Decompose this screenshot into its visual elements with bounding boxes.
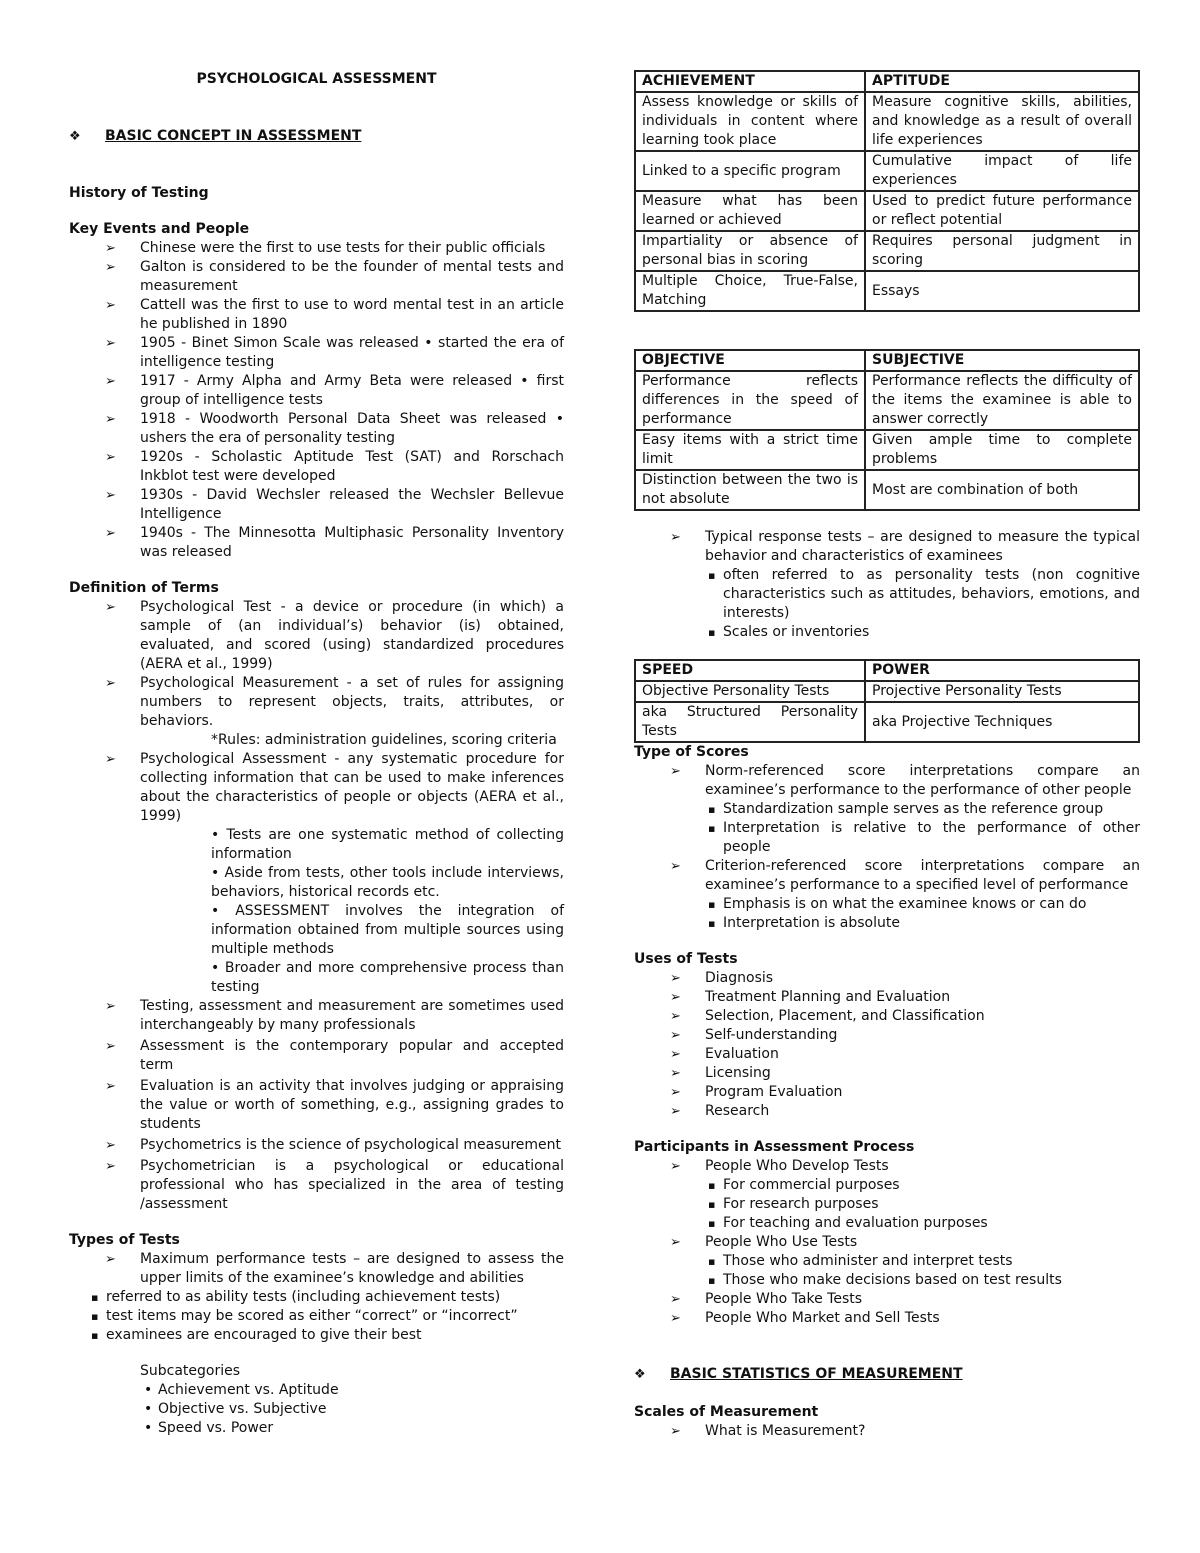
list-item: ▪ Standardization sample serves as the reference group — [708, 801, 1104, 817]
objective-subjective-table — [634, 349, 1140, 511]
arrow-bullet-icon: ➢ — [670, 1235, 681, 1250]
list-item: ➢ People Who Take Tests — [670, 1291, 863, 1307]
table-row: Linked to a specific program Cumulative impact of life experiences — [635, 151, 1139, 191]
list-item: ➢ Psychological Measurement - a set of rules for assigning numbers to represent objects, traits, attributes, or behaviors. — [105, 675, 564, 729]
list-item: ➢ Research — [670, 1103, 770, 1119]
rules-note: *Rules: administration guidelines, scoring criteria — [211, 732, 557, 748]
achievement-aptitude-table — [634, 70, 1140, 312]
arrow-bullet-icon: ➢ — [670, 1311, 681, 1326]
list-item: • Speed vs. Power — [144, 1420, 274, 1436]
list-item: ➢ Selection, Placement, and Classification — [670, 1008, 985, 1024]
square-bullet-icon: ▪ — [708, 898, 716, 911]
arrow-bullet-icon: ➢ — [670, 1009, 681, 1024]
list-item: ▪ For research purposes — [708, 1196, 879, 1212]
square-bullet-icon: ▪ — [708, 1179, 716, 1192]
list-item: ▪ Interpretation is absolute — [708, 915, 900, 931]
arrow-bullet-icon: ➢ — [105, 1159, 116, 1174]
key-events-list — [69, 239, 564, 562]
list-item: • Broader and more comprehensive process than testing — [211, 960, 564, 995]
list-item: ➢ Maximum performance tests – are designed to assess the upper limits of the examinee’s knowledge and abilities ▪ referred to as ability tests (including achievement tests) ▪ test items may be scored as either “correct” or “incorrect” ▪ examinees are encouraged to give their best — [69, 1250, 564, 1345]
list-item: ▪ Those who make decisions based on test results — [708, 1272, 1062, 1288]
square-bullet-icon: ▪ — [708, 917, 716, 930]
arrow-bullet-icon: ➢ — [105, 1079, 116, 1094]
diamond-bullet-icon: ❖ — [634, 1367, 646, 1382]
table-header-row: ACHIEVEMENT APTITUDE — [635, 71, 1139, 92]
arrow-bullet-icon: ➢ — [105, 488, 116, 503]
list-item: ➢ 1918 - Woodworth Personal Data Sheet was released • ushers the era of personality testing — [105, 411, 564, 446]
section-heading-basic-statistics: ❖ BASIC STATISTICS OF MEASUREMENT — [634, 1366, 963, 1382]
left-column — [69, 70, 564, 1438]
key-events-heading: Key Events and People — [69, 221, 250, 237]
right-column — [634, 70, 1140, 1441]
arrow-bullet-icon: ➢ — [105, 298, 116, 313]
arrow-bullet-icon: ➢ — [105, 260, 116, 275]
definitions-list — [69, 598, 564, 731]
list-item: ▪ test items may be scored as either “correct” or “incorrect” — [91, 1308, 518, 1324]
square-bullet-icon: ▪ — [91, 1291, 99, 1304]
arrow-bullet-icon: ➢ — [105, 752, 116, 767]
arrow-bullet-icon: ➢ — [105, 1252, 116, 1267]
list-item: • Achievement vs. Aptitude — [144, 1382, 339, 1398]
list-item: ▪ referred to as ability tests (including achievement tests) — [91, 1289, 501, 1305]
list-item: • Tests are one systematic method of collecting information — [211, 827, 564, 862]
arrow-bullet-icon: ➢ — [105, 450, 116, 465]
types-heading: Types of Tests — [69, 1232, 180, 1248]
list-item: ➢ Typical response tests – are designed to measure the typical behavior and characteristics of examinees ▪ often referred to as personality tests (non cognitive characteristics such as attitudes, behaviors, emotions, and interests) ▪ Scales or inventories — [670, 529, 1140, 640]
scores-heading: Type of Scores — [634, 744, 749, 760]
list-item: • Aside from tests, other tools include interviews, behaviors, historical records etc. — [211, 865, 564, 900]
list-item: ➢ People Who Market and Sell Tests — [670, 1310, 940, 1326]
arrow-bullet-icon: ➢ — [105, 412, 116, 427]
section-heading-basic-concept: ❖ BASIC CONCEPT IN ASSESSMENT — [69, 128, 362, 144]
list-item: ➢ Self-understanding — [670, 1027, 838, 1043]
list-item: ➢ People Who Use Tests ▪ Those who administer and interpret tests ▪ Those who make decisions based on test results — [634, 1233, 1140, 1290]
list-item: ➢ 1940s - The Minnesotta Multiphasic Personality Inventory was released — [105, 525, 564, 560]
table-row: Distinction between the two is not absolute Most are combination of both — [635, 470, 1139, 510]
square-bullet-icon: ▪ — [91, 1310, 99, 1323]
table-row: Objective Personality Tests Projective Personality Tests — [635, 681, 1139, 702]
list-item: • ASSESSMENT involves the integration of information obtained from multiple sources using multiple methods — [211, 903, 564, 957]
table-header-row: SPEED POWER — [635, 660, 1139, 681]
list-item: ➢ Cattell was the first to use to word mental test in an article he published in 1890 — [105, 297, 564, 332]
square-bullet-icon: ▪ — [91, 1329, 99, 1342]
arrow-bullet-icon: ➢ — [670, 1085, 681, 1100]
list-item: ▪ Interpretation is relative to the performance of other people — [708, 820, 1140, 855]
table-row: Impartiality or absence of personal bias in scoring Requires personal judgment in scoring — [635, 231, 1139, 271]
subcategories-label: Subcategories — [140, 1363, 241, 1379]
arrow-bullet-icon: ➢ — [105, 1039, 116, 1054]
assessment-points — [69, 826, 564, 997]
scales-heading: Scales of Measurement — [634, 1404, 819, 1420]
list-item: ▪ For commercial purposes — [708, 1177, 900, 1193]
arrow-bullet-icon: ➢ — [670, 971, 681, 986]
square-bullet-icon: ▪ — [708, 1255, 716, 1268]
list-item: ➢ What is Measurement? — [670, 1423, 866, 1439]
definitions-heading: Definition of Terms — [69, 580, 219, 596]
list-item: ➢ 1920s - Scholastic Aptitude Test (SAT) and Rorschach Inkblot test were developed — [105, 449, 564, 484]
list-item: ➢ 1917 - Army Alpha and Army Beta were released • first group of intelligence tests — [105, 373, 564, 408]
table-header-row: OBJECTIVE SUBJECTIVE — [635, 350, 1139, 371]
arrow-bullet-icon: ➢ — [670, 1066, 681, 1081]
table-row: Measure what has been learned or achieved Used to predict future performance or reflect potential — [635, 191, 1139, 231]
arrow-bullet-icon: ➢ — [105, 676, 116, 691]
list-item: ▪ Emphasis is on what the examinee knows or can do — [708, 896, 1087, 912]
arrow-bullet-icon: ➢ — [105, 374, 116, 389]
arrow-bullet-icon: ➢ — [670, 1292, 681, 1307]
arrow-bullet-icon: ➢ — [670, 1104, 681, 1119]
list-item: ➢ Psychological Test - a device or procedure (in which) a sample of (an individual’s) behavior (is) obtained, evaluated, and scored (using) standardized procedures (AERA et al., 1999) — [105, 599, 564, 672]
arrow-bullet-icon: ➢ — [105, 999, 116, 1014]
arrow-bullet-icon: ➢ — [105, 526, 116, 541]
list-item: ➢ Program Evaluation — [670, 1084, 843, 1100]
uses-heading: Uses of Tests — [634, 951, 738, 967]
list-item: ➢ Licensing — [670, 1065, 771, 1081]
list-item: ▪ For teaching and evaluation purposes — [708, 1215, 988, 1231]
list-item: ➢ Criterion-referenced score interpretations compare an examinee’s performance to a specified level of performance ▪ Emphasis is on what the examinee knows or can do ▪ Interpretation is absolute — [670, 858, 1140, 931]
list-item: ➢ Testing, assessment and measurement are sometimes used interchangeably by many professionals — [105, 998, 564, 1033]
arrow-bullet-icon: ➢ — [670, 1028, 681, 1043]
list-item: ➢ Diagnosis — [670, 970, 774, 986]
table-row: aka Structured Personality Tests aka Projective Techniques — [635, 702, 1139, 742]
list-item: ▪ Scales or inventories — [708, 624, 870, 640]
square-bullet-icon: ▪ — [708, 569, 716, 582]
arrow-bullet-icon: ➢ — [670, 530, 681, 545]
table-row: Assess knowledge or skills of individuals in content where learning took place Measure cognitive skills, abilities, and knowledge as a result of overall life experiences — [635, 92, 1139, 151]
square-bullet-icon: ▪ — [708, 803, 716, 816]
list-item: ➢ Chinese were the first to use tests for their public officials — [105, 240, 546, 256]
list-item: ➢ People Who Develop Tests ▪ For commercial purposes ▪ For research purposes ▪ For teaching and evaluation purposes — [634, 1157, 1140, 1233]
typical-response-list — [634, 528, 1140, 642]
participants-list — [634, 1157, 1140, 1328]
arrow-bullet-icon: ➢ — [670, 764, 681, 779]
arrow-bullet-icon: ➢ — [105, 241, 116, 256]
list-item: ➢ Psychological Assessment - any systematic procedure for collecting information that can be used to make inferences about the characteristics of people or objects (AERA et al., 1999) — [105, 751, 564, 824]
square-bullet-icon: ▪ — [708, 1198, 716, 1211]
arrow-bullet-icon: ➢ — [670, 859, 681, 874]
participants-heading: Participants in Assessment Process — [634, 1139, 915, 1155]
list-item: ➢ 1905 - Binet Simon Scale was released • started the era of intelligence testing — [105, 335, 564, 370]
definitions-more-list — [69, 997, 564, 1214]
arrow-bullet-icon: ➢ — [105, 336, 116, 351]
list-item: ▪ often referred to as personality tests (non cognitive characteristics such as attitudes, behaviors, emotions, and interests) — [708, 567, 1140, 621]
document-title: PSYCHOLOGICAL ASSESSMENT — [196, 71, 437, 87]
subcategories — [69, 1362, 564, 1438]
list-item: • Objective vs. Subjective — [144, 1401, 327, 1417]
list-item: ➢ Norm-referenced score interpretations compare an examinee’s performance to the performance of other people ▪ Standardization sample serves as the reference group ▪ Interpretation is relative to the performance of other people — [670, 763, 1140, 855]
table-row: Performance reflects differences in the speed of performance Performance reflects the difficulty of the items the examinee is able to answer correctly — [635, 371, 1139, 430]
scores-list — [634, 762, 1140, 933]
list-item: ➢ Galton is considered to be the founder of mental tests and measurement — [105, 259, 564, 294]
list-item: ➢ Psychometrician is a psychological or educational professional who has specialized in the area of testing /assessment — [105, 1158, 564, 1212]
list-item: ➢ Psychometrics is the science of psychological measurement — [105, 1137, 561, 1153]
arrow-bullet-icon: ➢ — [670, 1424, 681, 1439]
list-item: ▪ Those who administer and interpret tests — [708, 1253, 1013, 1269]
table-row: Multiple Choice, True-False, Matching Essays — [635, 271, 1139, 311]
diamond-bullet-icon: ❖ — [69, 129, 81, 144]
arrow-bullet-icon: ➢ — [105, 600, 116, 615]
arrow-bullet-icon: ➢ — [105, 1138, 116, 1153]
list-item: ▪ examinees are encouraged to give their best — [91, 1327, 422, 1343]
square-bullet-icon: ▪ — [708, 626, 716, 639]
arrow-bullet-icon: ➢ — [670, 990, 681, 1005]
square-bullet-icon: ▪ — [708, 1274, 716, 1287]
list-item: ➢ Evaluation — [670, 1046, 779, 1062]
list-item: ➢ Evaluation is an activity that involves judging or appraising the value or worth of something, e.g., assigning grades to students — [105, 1078, 564, 1132]
arrow-bullet-icon: ➢ — [670, 1047, 681, 1062]
uses-list — [634, 969, 1140, 1121]
list-item: ➢ 1930s - David Wechsler released the Wechsler Bellevue Intelligence — [105, 487, 564, 522]
square-bullet-icon: ▪ — [708, 1217, 716, 1230]
arrow-bullet-icon: ➢ — [670, 1159, 681, 1174]
history-heading: History of Testing — [69, 185, 209, 201]
table-row: Easy items with a strict time limit Given ample time to complete problems — [635, 430, 1139, 470]
square-bullet-icon: ▪ — [708, 822, 716, 835]
list-item: ➢ Treatment Planning and Evaluation — [670, 989, 951, 1005]
speed-power-table — [634, 659, 1140, 743]
list-item: ➢ Assessment is the contemporary popular and accepted term — [105, 1038, 564, 1073]
